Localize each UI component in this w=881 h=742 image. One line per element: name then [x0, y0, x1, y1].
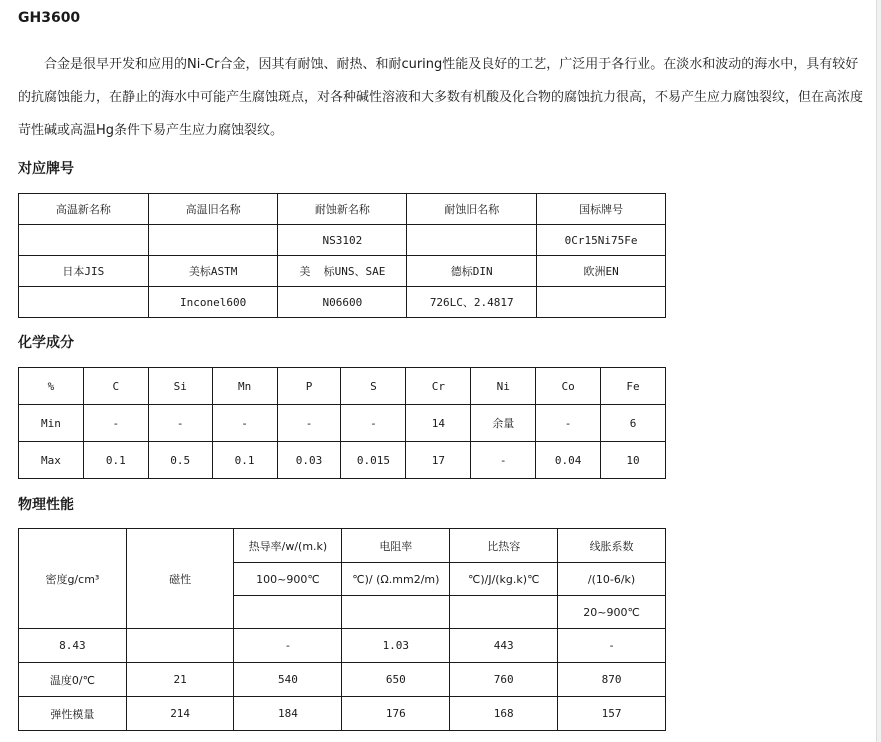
composition-cell: 0.04: [536, 442, 601, 479]
physical-column-label: 电阻率: [342, 529, 450, 563]
grades-cell: [19, 225, 149, 256]
composition-min-row: [19, 405, 666, 442]
composition-cell: -: [341, 405, 406, 442]
composition-cell: -: [536, 405, 601, 442]
intro-paragraph: 合金是很早开发和应用的Ni-Cr合金，因其有耐蚀、耐热、和耐curing性能及良好的工艺，广泛用于各行业。在淡水和波动的海水中，具有较好的抗腐蚀能力，在静止的海水中可能产生腐蚀斑点，对各种碱性溶液和大多数有机酸及化合物的腐蚀抗力很高，不易产生应力腐蚀裂纹，但在高浓度苛性碱或高温Hg条件下易产生应力腐蚀裂纹。: [18, 57, 864, 138]
composition-heading: 化学成分: [18, 335, 74, 351]
composition-header-cell: Cr: [406, 368, 471, 405]
grades-cell: 欧洲EN: [537, 256, 666, 287]
physical-cell: 650: [342, 663, 450, 697]
grades-cell: [148, 225, 278, 256]
physical-density-row: [19, 629, 666, 663]
physical-cell: 540: [234, 663, 342, 697]
physical-column-unit: ℃)/ (Ω.mm2/m): [342, 563, 450, 596]
composition-header-cell: C: [83, 368, 148, 405]
composition-cell: 0.1: [212, 442, 277, 479]
grades-cell: 耐蚀新名称: [278, 194, 407, 225]
composition-header-cell: Co: [536, 368, 601, 405]
grades-table: [18, 193, 666, 318]
physical-cell: 184: [234, 697, 342, 731]
composition-header-cell: Mn: [212, 368, 277, 405]
physical-column-extra: [342, 596, 450, 629]
physical-column-extra: 20~900℃: [558, 596, 666, 629]
composition-cell: -: [83, 405, 148, 442]
grades-cell: 726LC、2.4817: [407, 287, 537, 318]
grades-cell: Inconel600: [148, 287, 278, 318]
grades-cell: NS3102: [278, 225, 407, 256]
grades-cell: 日本JIS: [19, 256, 149, 287]
physical-column-unit: /(10-6/k): [558, 563, 666, 596]
composition-cell: 6: [601, 405, 666, 442]
grades-header-row: [19, 194, 666, 225]
physical-header-row: [19, 529, 666, 563]
grades-cell: 0Cr15Ni75Fe: [537, 225, 666, 256]
physical-cell: 214: [126, 697, 234, 731]
composition-cell: 10: [601, 442, 666, 479]
composition-cell: -: [148, 405, 212, 442]
grades-cell: 美标ASTM: [148, 256, 278, 287]
composition-cell: Max: [19, 442, 84, 479]
physical-cell: 157: [558, 697, 666, 731]
physical-cell: 8.43: [19, 629, 127, 663]
physical-temperature-row: [19, 663, 666, 697]
composition-cell: 14: [406, 405, 471, 442]
physical-cell: 温度0/℃: [19, 663, 127, 697]
physical-table: [18, 528, 666, 731]
composition-cell: Min: [19, 405, 84, 442]
grades-standards-row: [19, 256, 666, 287]
grades-cell: N06600: [278, 287, 407, 318]
grades-cell: [537, 287, 666, 318]
physical-cell: 21: [126, 663, 234, 697]
density-header: 密度g/cm³: [19, 529, 127, 629]
composition-cell: -: [212, 405, 277, 442]
physical-cell: -: [558, 629, 666, 663]
composition-cell: 0.03: [277, 442, 341, 479]
physical-column-extra: [234, 596, 342, 629]
magnetism-header: 磁性: [126, 529, 234, 629]
grades-heading: 对应牌号: [18, 161, 74, 177]
grades-cell: 美 标UNS、SAE: [278, 256, 407, 287]
physical-column-unit: ℃)/J/(kg.k)℃: [450, 563, 558, 596]
composition-cell: 17: [406, 442, 471, 479]
physical-column-extra: [450, 596, 558, 629]
physical-column-unit: 100~900℃: [234, 563, 342, 596]
composition-cell: 0.015: [341, 442, 406, 479]
physical-modulus-row: [19, 697, 666, 731]
physical-cell: 443: [450, 629, 558, 663]
physical-cell: 168: [450, 697, 558, 731]
grades-cell: 高温新名称: [19, 194, 149, 225]
composition-cell: 0.5: [148, 442, 212, 479]
grades-cell: 德标DIN: [407, 256, 537, 287]
physical-cell: 1.03: [342, 629, 450, 663]
scrollbar-track[interactable]: [876, 0, 881, 742]
physical-heading: 物理性能: [18, 497, 74, 513]
composition-max-row: [19, 442, 666, 479]
physical-cell: [126, 629, 234, 663]
composition-header-cell: %: [19, 368, 84, 405]
physical-cell: 870: [558, 663, 666, 697]
composition-header-cell: Si: [148, 368, 212, 405]
grades-cell: [407, 225, 537, 256]
composition-header-row: [19, 368, 666, 405]
physical-cell: -: [234, 629, 342, 663]
physical-cell: 弹性模量: [19, 697, 127, 731]
page-title: GH3600: [18, 10, 81, 26]
physical-column-label: 热导率/w/(m.k): [234, 529, 342, 563]
composition-header-cell: Fe: [601, 368, 666, 405]
grades-row: [19, 287, 666, 318]
composition-cell: 0.1: [83, 442, 148, 479]
grades-row: [19, 225, 666, 256]
physical-column-label: 线胀系数: [558, 529, 666, 563]
grades-cell: 国标牌号: [537, 194, 666, 225]
composition-cell: -: [277, 405, 341, 442]
composition-header-cell: P: [277, 368, 341, 405]
composition-header-cell: S: [341, 368, 406, 405]
composition-cell: 余量: [471, 405, 536, 442]
physical-cell: 760: [450, 663, 558, 697]
physical-column-label: 比热容: [450, 529, 558, 563]
grades-cell: 耐蚀旧名称: [407, 194, 537, 225]
composition-header-cell: Ni: [471, 368, 536, 405]
grades-cell: [19, 287, 149, 318]
composition-cell: -: [471, 442, 536, 479]
physical-cell: 176: [342, 697, 450, 731]
composition-table: [18, 367, 666, 479]
grades-cell: 高温旧名称: [148, 194, 278, 225]
